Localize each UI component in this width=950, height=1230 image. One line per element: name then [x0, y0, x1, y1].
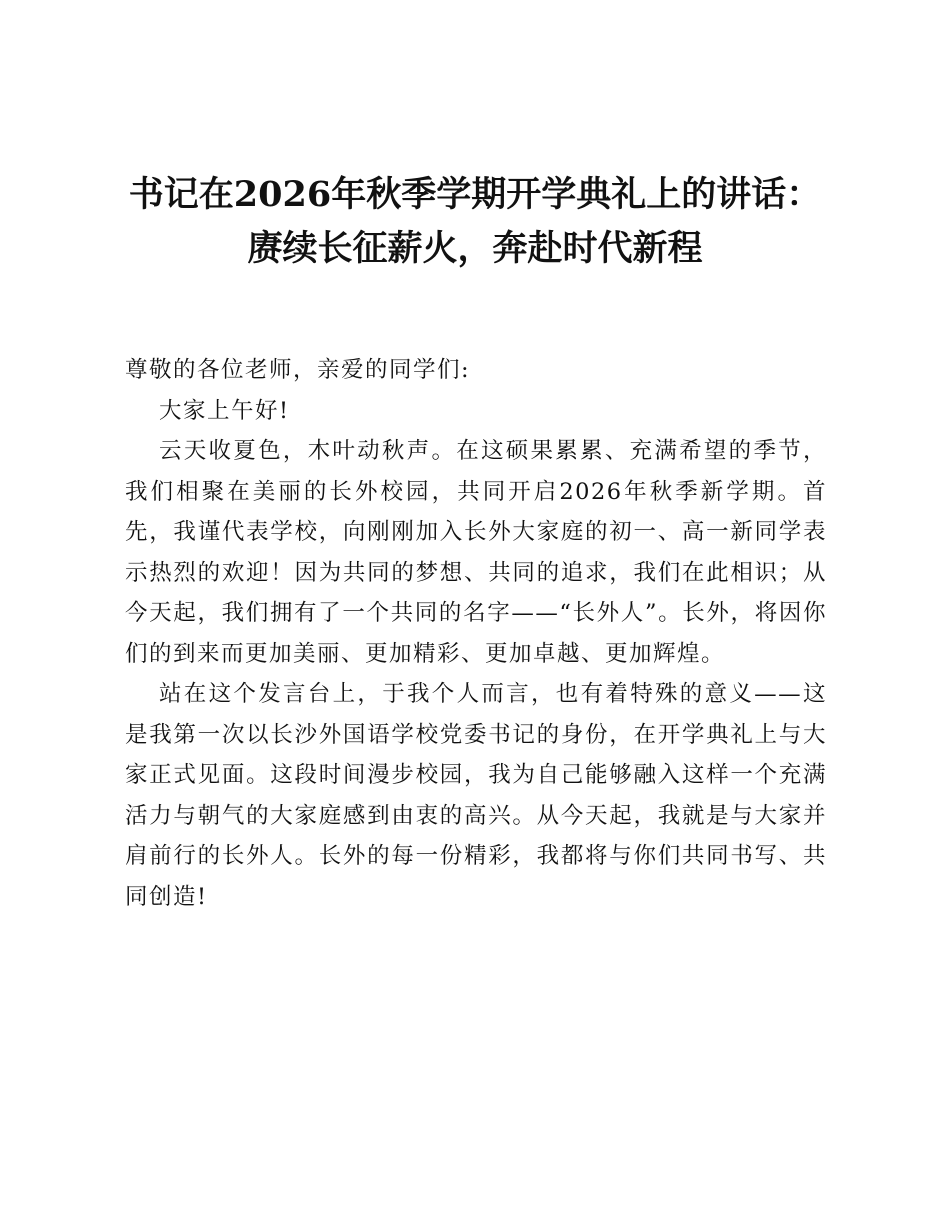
paragraph-greeting: 大家上午好!	[159, 397, 290, 424]
document-title: 书记在2026年秋季学期开学典礼上的讲话：赓续长征薪火，奔赴时代新程	[128, 174, 822, 269]
salutation: 尊敬的各位老师，亲爱的同学们:	[125, 357, 471, 383]
paragraph-introduction: 站在这个发言台上，于我个人而言，也有着特殊的意义——这是我第一次以长沙外国语学校党委书记的身份，在开学典礼上与大家正式见面。这段时间漫步校园，我为自己能够融入这样一个充满活力与朝气的大家庭感到由衷的高兴。从今天起，我就是与大家并肩前行的长外人。长外的每一份精彩，我都将与你们共同书写、共同创造!	[125, 681, 827, 910]
document-body	[125, 350, 827, 917]
paragraph-welcome: 云天收夏色，木叶动秋声。在这硕果累累、充满希望的季节，我们相聚在美丽的长外校园，共同开启2026年秋季新学期。首先，我谨代表学校，向刚刚加入长外大家庭的初一、高一新同学表示热烈的欢迎！因为共同的梦想、共同的追求，我们在此相识；从今天起，我们拥有了一个共同的名字——“长外人”。长外，将因你们的到来而更加美丽、更加精彩、更加卓越、更加辉煌。	[125, 438, 827, 667]
